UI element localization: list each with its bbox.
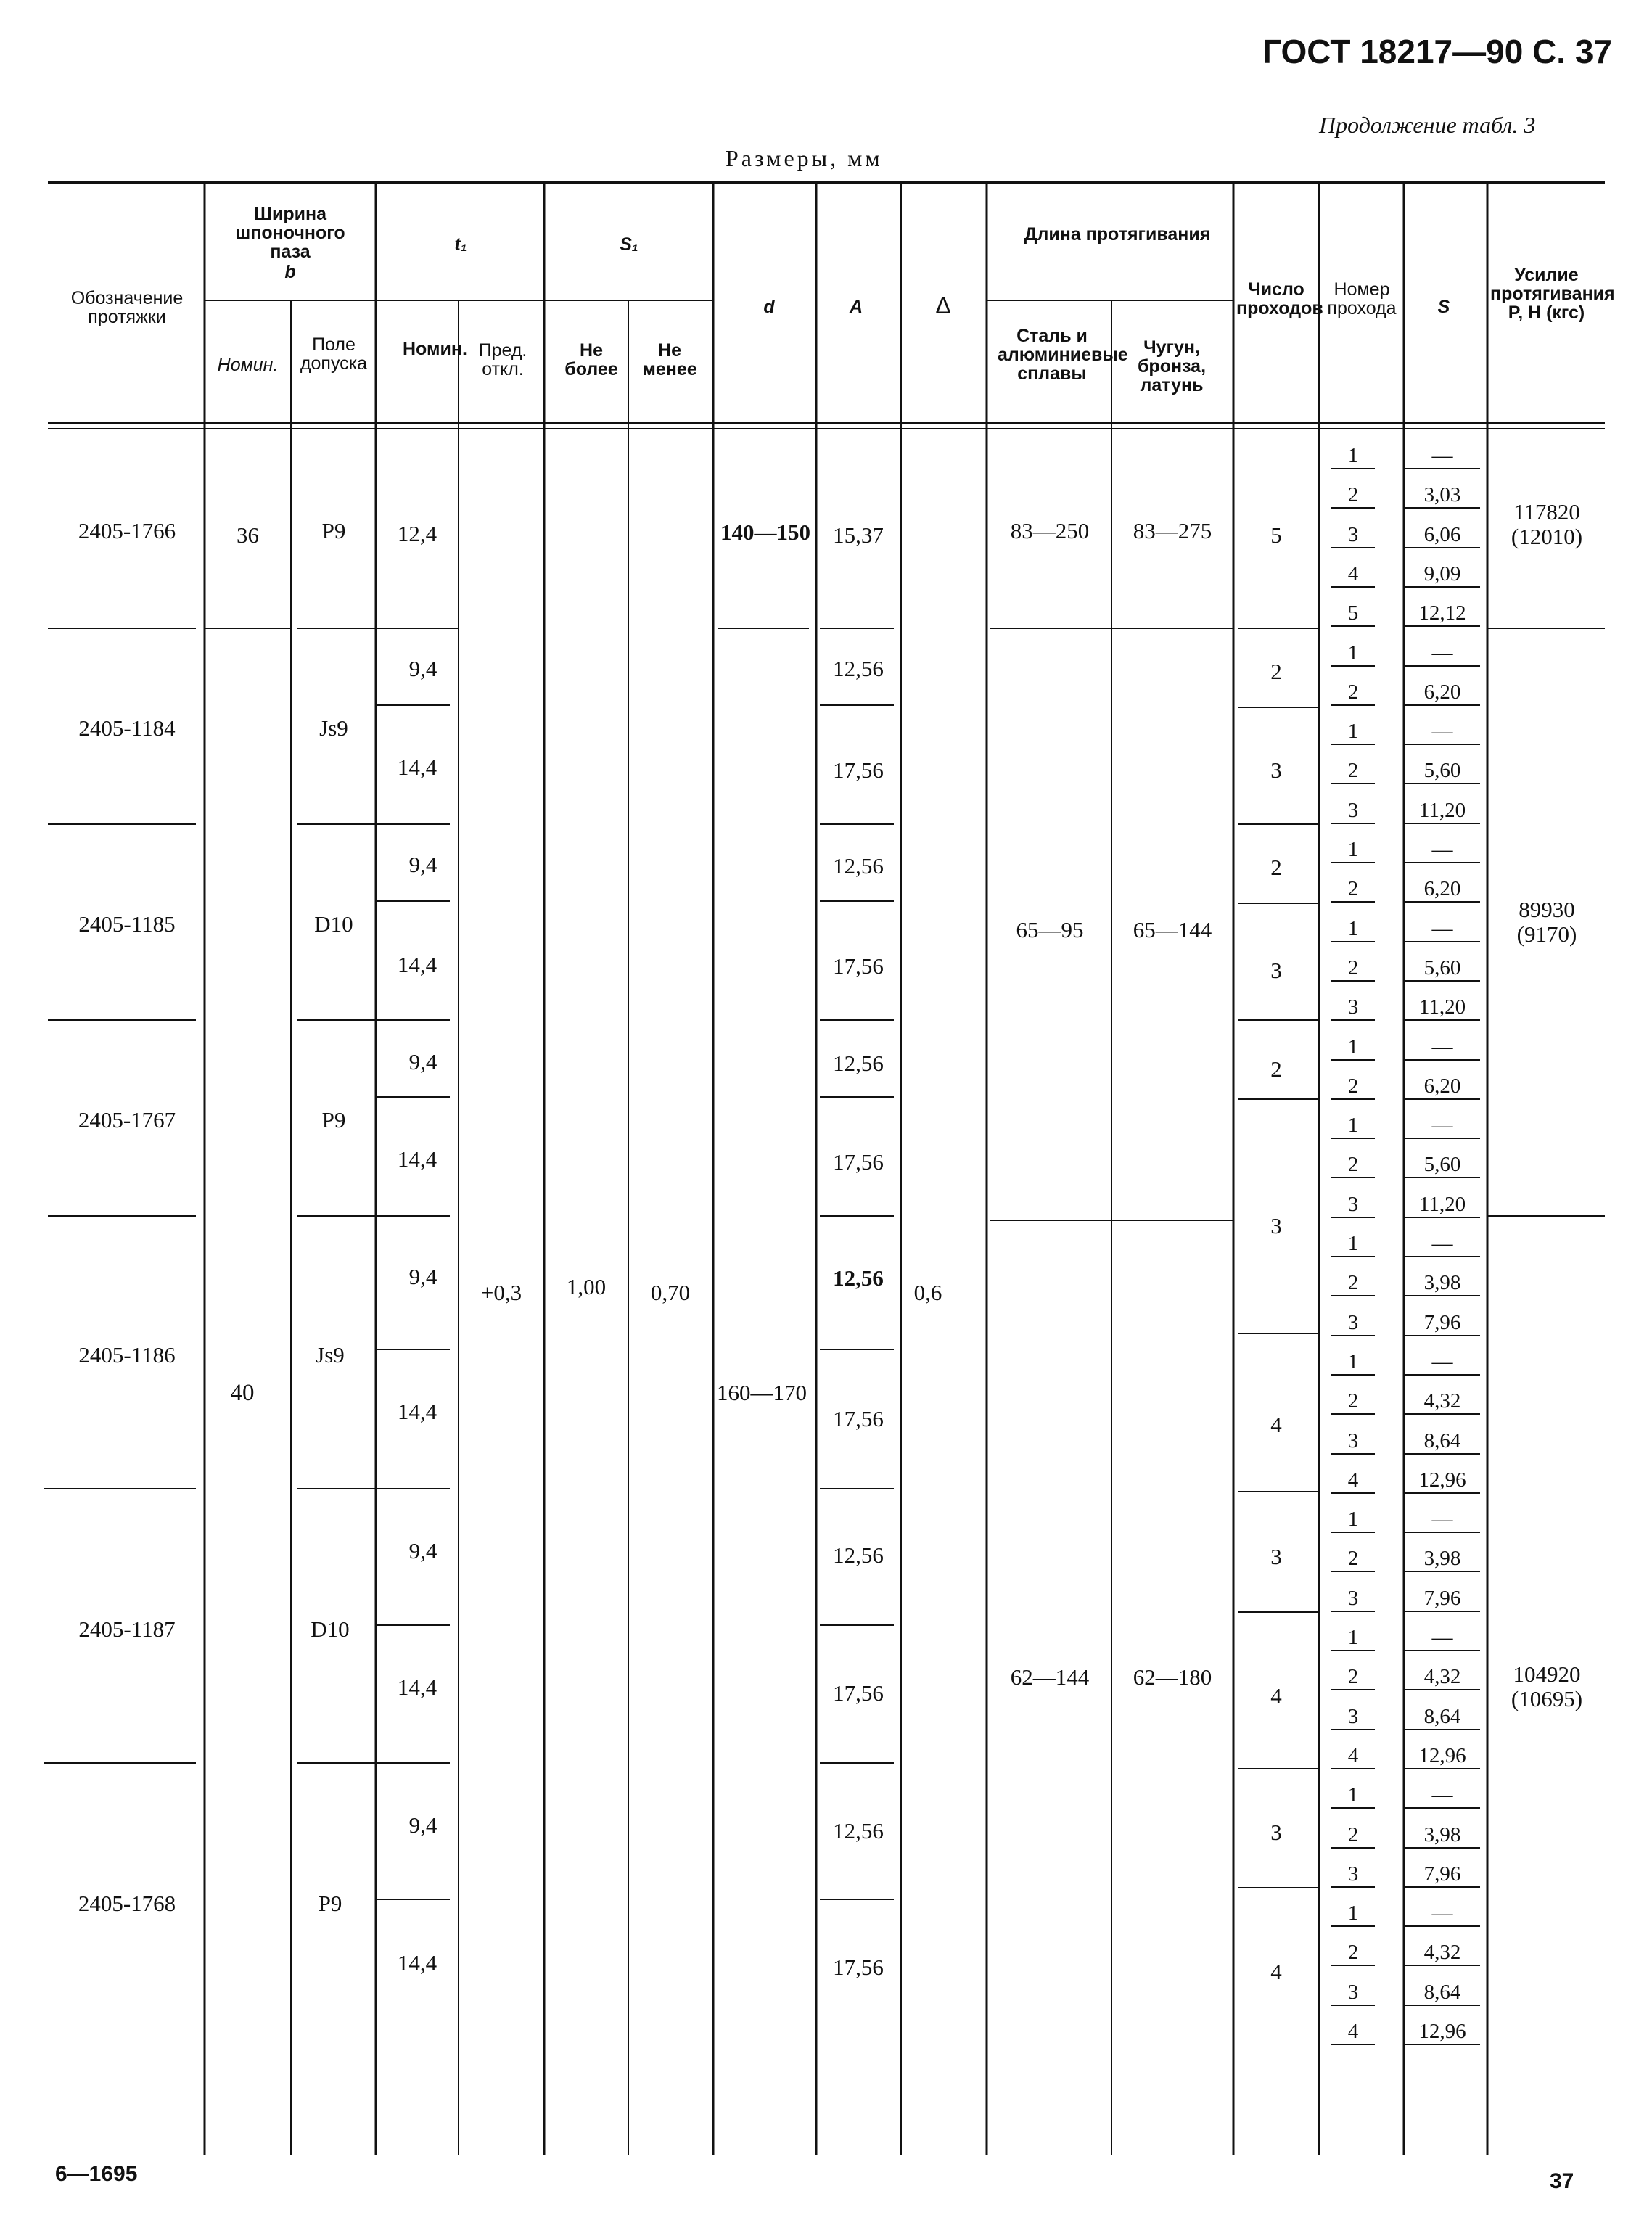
a-cell: 12,56 [833, 1051, 884, 1076]
s-value-cell: 5,60 [1405, 1153, 1480, 1178]
passes-cell: 3 [1270, 757, 1282, 783]
a-cell: 12,56 [833, 1818, 884, 1843]
s-value-cell: 8,64 [1405, 1705, 1480, 1730]
pass-number-cell: 1 [1331, 1350, 1375, 1376]
header-s1: S₁ [620, 234, 638, 255]
header-t1-nom: Номин. [403, 339, 467, 359]
a-cell: 17,56 [833, 953, 884, 979]
s-value-cell: — [1405, 1508, 1480, 1533]
t1-cell: 9,4 [408, 852, 437, 877]
header-t1-dev: Пред. откл. [478, 340, 527, 379]
s-value-cell: 3,98 [1405, 1823, 1480, 1849]
header-A: A [849, 297, 863, 317]
s-value-cell: — [1405, 1626, 1480, 1651]
pass-number-cell: 2 [1331, 956, 1375, 982]
s1-max-cell: 1,00 [566, 1274, 607, 1299]
s-value-cell: 3,98 [1405, 1271, 1480, 1296]
s-value-cell: 3,98 [1405, 1547, 1480, 1572]
s-value-cell: — [1405, 917, 1480, 942]
s-value-cell: 6,20 [1405, 681, 1480, 706]
s-value-cell: — [1405, 1232, 1480, 1257]
passes-cell: 4 [1270, 1959, 1282, 1984]
s-value-cell: — [1405, 1783, 1480, 1809]
pass-number-cell: 3 [1331, 1862, 1375, 1888]
t1-cell: 14,4 [397, 1146, 437, 1172]
s-value-cell: — [1405, 720, 1480, 745]
s-value-cell: 4,32 [1405, 1665, 1480, 1690]
pass-number-cell: 1 [1331, 1626, 1375, 1651]
d-cell: 160—170 [717, 1380, 807, 1405]
s-value-cell: — [1405, 838, 1480, 863]
tolerance-cell: Js9 [316, 1342, 345, 1368]
b-nom-cell: 36 [237, 522, 259, 548]
tolerance-cell: P9 [321, 518, 346, 543]
s-value-cell: 11,20 [1405, 995, 1480, 1021]
delta-cell: 0,6 [913, 1280, 942, 1305]
s-value-cell: 8,64 [1405, 1981, 1480, 2006]
header-b: b [284, 262, 296, 282]
s-value-cell: 8,64 [1405, 1429, 1480, 1455]
pass-number-cell: 1 [1331, 1232, 1375, 1257]
header-d: d [763, 297, 775, 317]
dimensions-note: Размеры, мм [726, 145, 883, 171]
s-value-cell: 11,20 [1405, 1193, 1480, 1218]
s-value-cell: 7,96 [1405, 1862, 1480, 1888]
pass-number-cell: 2 [1331, 1547, 1375, 1572]
s-value-cell: 9,09 [1405, 562, 1480, 588]
s-value-cell: 6,20 [1405, 1074, 1480, 1100]
a-cell: 12,56 [833, 1265, 884, 1291]
s-value-cell: — [1405, 1035, 1480, 1061]
pass-number-cell: 1 [1331, 917, 1375, 942]
a-cell: 17,56 [833, 757, 884, 783]
force-kgf: (9170) [1516, 921, 1577, 947]
s-value-cell: — [1405, 1902, 1480, 1927]
s-value-cell: — [1405, 641, 1480, 667]
designation-cell: 2405-1767 [78, 1107, 176, 1133]
t1-cell: 14,4 [397, 952, 437, 977]
passes-cell: 2 [1270, 855, 1282, 880]
header-s1-max: Не более [564, 340, 618, 379]
pass-number-cell: 2 [1331, 1941, 1375, 1966]
t1-cell: 9,4 [408, 656, 437, 681]
s-value-cell: 5,60 [1405, 956, 1480, 982]
footer-left: 6—1695 [55, 2162, 138, 2186]
header-length-steel: Сталь и алюминиевые сплавы [998, 326, 1128, 384]
passes-cell: 4 [1270, 1683, 1282, 1709]
header-t1: t₁ [454, 234, 467, 255]
force-n: 117820 [1513, 499, 1580, 525]
pass-number-cell: 3 [1331, 1429, 1375, 1455]
s-value-cell: 11,20 [1405, 799, 1480, 824]
s-value-cell: — [1405, 1114, 1480, 1139]
s-value-cell: 5,60 [1405, 759, 1480, 784]
t1-cell: 14,4 [397, 755, 437, 780]
t1-cell: 14,4 [397, 1950, 437, 1976]
a-cell: 17,56 [833, 1680, 884, 1706]
pass-number-cell: 2 [1331, 1153, 1375, 1178]
s-value-cell: — [1405, 1350, 1480, 1376]
pass-number-cell: 2 [1331, 759, 1375, 784]
header-force: Усилие протягивания P, Н (кгс) [1490, 265, 1615, 323]
pass-number-cell: 3 [1331, 1587, 1375, 1612]
header-S: S [1437, 297, 1450, 317]
length-iron-cell: 83—275 [1133, 518, 1212, 543]
designation-cell: 2405-1186 [78, 1342, 176, 1368]
pass-number-cell: 1 [1331, 1783, 1375, 1809]
header-b-nom: Номин. [217, 355, 279, 375]
s-value-cell: 12,12 [1405, 601, 1480, 627]
t1-cell: 9,4 [408, 1264, 437, 1289]
pass-number-cell: 5 [1331, 601, 1375, 627]
a-cell: 17,56 [833, 1406, 884, 1431]
header-length: Длина протягивания [1024, 224, 1211, 244]
header-keyway-width: Ширина шпоночного паза [235, 204, 345, 262]
length-steel-cell: 83—250 [1010, 518, 1090, 543]
pass-number-cell: 2 [1331, 483, 1375, 509]
length-steel-cell: 65—95 [1016, 917, 1084, 942]
force-kgf: (10695) [1511, 1686, 1583, 1711]
s-value-cell: 4,32 [1405, 1941, 1480, 1966]
pass-number-cell: 2 [1331, 1074, 1375, 1100]
header-b-tol: Поле допуска [300, 334, 368, 374]
s-value-cell: 12,96 [1405, 1468, 1480, 1494]
pass-number-cell: 1 [1331, 1902, 1375, 1927]
passes-cell: 2 [1270, 1056, 1282, 1082]
t1-cell: 9,4 [408, 1538, 437, 1563]
passes-cell: 3 [1270, 958, 1282, 983]
a-cell: 12,56 [833, 1542, 884, 1568]
s-value-cell: 3,03 [1405, 483, 1480, 509]
t1-cell: 14,4 [397, 1399, 437, 1424]
pass-number-cell: 1 [1331, 1508, 1375, 1533]
pass-number-cell: 4 [1331, 1468, 1375, 1494]
a-cell: 17,56 [833, 1149, 884, 1175]
pass-number-cell: 1 [1331, 1114, 1375, 1139]
length-steel-cell: 62—144 [1010, 1664, 1090, 1690]
tolerance-cell: P9 [321, 1107, 346, 1133]
passes-cell: 5 [1270, 522, 1282, 548]
tolerance-cell: P9 [318, 1891, 342, 1916]
page-header: ГОСТ 18217—90 С. 37 [1262, 33, 1613, 70]
s-value-cell: 4,32 [1405, 1389, 1480, 1415]
designation-cell: 2405-1768 [78, 1891, 176, 1916]
t1-deviation-cell: +0,3 [480, 1280, 522, 1305]
tolerance-cell: D10 [314, 911, 353, 937]
s-value-cell: 7,96 [1405, 1311, 1480, 1336]
pass-number-cell: 3 [1331, 1981, 1375, 2006]
a-cell: 12,56 [833, 853, 884, 879]
passes-cell: 3 [1270, 1213, 1282, 1238]
pass-number-cell: 3 [1331, 1311, 1375, 1336]
header-passes: Число проходов [1236, 279, 1323, 318]
a-cell: 15,37 [833, 522, 884, 548]
t1-cell: 14,4 [397, 1674, 437, 1700]
force-n: 89930 [1519, 897, 1575, 922]
passes-cell: 4 [1270, 1412, 1282, 1437]
s1-min-cell: 0,70 [650, 1280, 691, 1305]
passes-cell: 3 [1270, 1820, 1282, 1845]
pass-number-cell: 3 [1331, 799, 1375, 824]
pass-number-cell: 3 [1331, 1705, 1375, 1730]
t1-cell: 12,4 [397, 521, 437, 546]
s-value-cell: 12,96 [1405, 1744, 1480, 1769]
designation-cell: 2405-1187 [78, 1616, 176, 1642]
pass-number-cell: 1 [1331, 720, 1375, 745]
force-n: 104920 [1513, 1661, 1581, 1687]
designation-cell: 2405-1185 [78, 911, 176, 937]
pass-number-cell: 3 [1331, 523, 1375, 548]
pass-number-cell: 1 [1331, 444, 1375, 469]
s-value-cell: — [1405, 444, 1480, 469]
pass-number-cell: 3 [1331, 995, 1375, 1021]
s-value-cell: 6,20 [1405, 877, 1480, 903]
d-cell: 140—150 [720, 519, 810, 545]
b-nom-cell: 40 [230, 1380, 255, 1406]
header-length-iron: Чугун, бронза, латунь [1137, 337, 1207, 395]
pass-number-cell: 4 [1331, 2020, 1375, 2045]
pass-number-cell: 1 [1331, 641, 1375, 667]
designation-cell: 2405-1184 [78, 715, 176, 741]
pass-number-cell: 2 [1331, 877, 1375, 903]
page-number: 37 [1550, 2169, 1574, 2193]
force-kgf: (12010) [1511, 524, 1583, 549]
header-delta: Δ [935, 292, 951, 318]
pass-number-cell: 2 [1331, 1389, 1375, 1415]
pass-number-cell: 4 [1331, 1744, 1375, 1769]
designation-cell: 2405-1766 [78, 518, 176, 543]
tolerance-cell: D10 [311, 1616, 350, 1642]
header-pass-number: Номер прохода [1327, 279, 1397, 318]
a-cell: 17,56 [833, 1954, 884, 1980]
tolerance-cell: Js9 [319, 715, 348, 741]
passes-cell: 3 [1270, 1544, 1282, 1569]
continuation-note: Продолжение табл. 3 [1319, 112, 1536, 138]
header-designation: Обозначение протяжки [70, 288, 184, 327]
pass-number-cell: 2 [1331, 1823, 1375, 1849]
passes-cell: 2 [1270, 659, 1282, 684]
length-iron-cell: 65—144 [1133, 917, 1212, 942]
pass-number-cell: 4 [1331, 562, 1375, 588]
s-value-cell: 12,96 [1405, 2020, 1480, 2045]
pass-number-cell: 3 [1331, 1193, 1375, 1218]
pass-number-cell: 2 [1331, 1271, 1375, 1296]
header-s1-min: Не менее [642, 340, 697, 379]
s-value-cell: 6,06 [1405, 523, 1480, 548]
s-value-cell: 7,96 [1405, 1587, 1480, 1612]
pass-number-cell: 1 [1331, 838, 1375, 863]
t1-cell: 9,4 [408, 1812, 437, 1838]
pass-number-cell: 2 [1331, 681, 1375, 706]
t1-cell: 9,4 [408, 1049, 437, 1074]
pass-number-cell: 1 [1331, 1035, 1375, 1061]
pass-number-cell: 2 [1331, 1665, 1375, 1690]
a-cell: 12,56 [833, 656, 884, 681]
length-iron-cell: 62—180 [1133, 1664, 1212, 1690]
